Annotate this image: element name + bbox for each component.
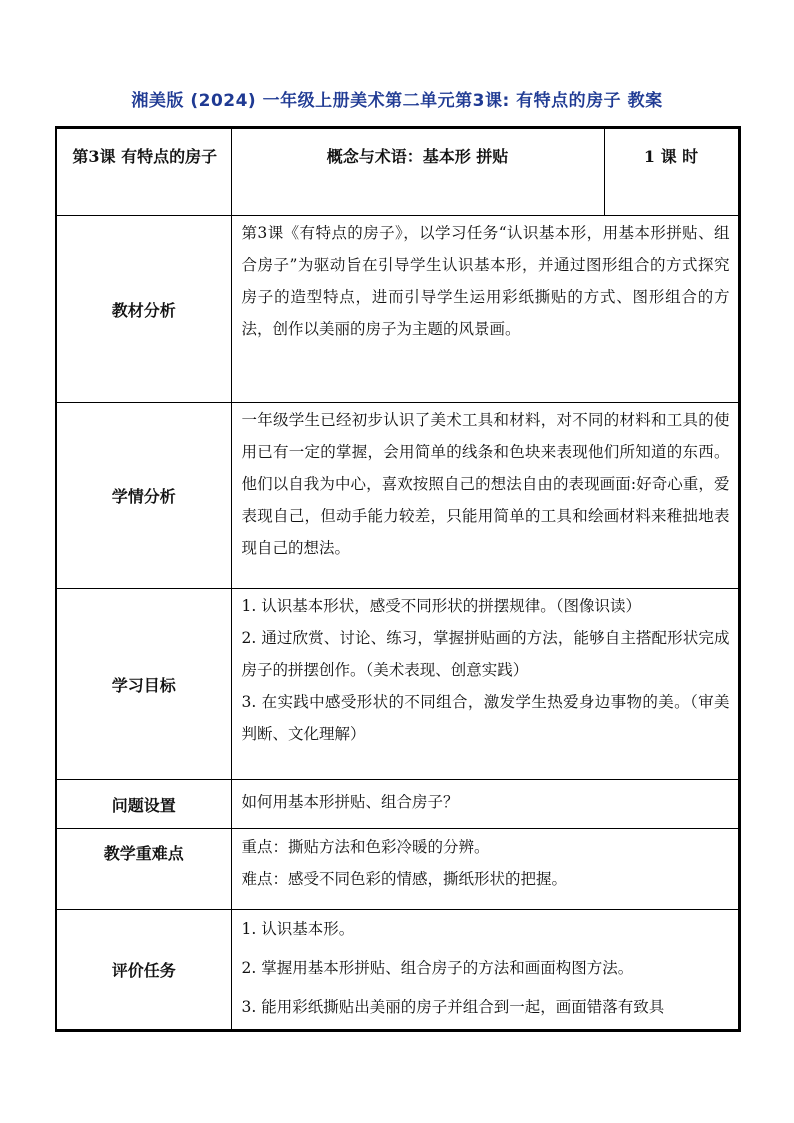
textbook-analysis-row — [56, 216, 739, 403]
student-analysis-text: 一年级学生已经初步认识了美术工具和材料，对不同的材料和工具的使用已有一定的掌握，会用简单的线条和色块来表现他们所知道的东西。他们以自我为中心，喜欢按照自己的想法自由的表现画面:好奇心重，爱表现自己，但动手能力较差，只能用简单的工具和绘画材料来稚拙地表现自己的想法。 — [241, 411, 730, 557]
key-point-item: 难点：感受不同色彩的情感，撕纸形状的把握。 — [241, 870, 568, 888]
key-points-label: 教学重难点 — [56, 829, 231, 910]
student-analysis-row — [56, 403, 739, 589]
key-point-item: 重点：撕贴方法和色彩冷暖的分辨。 — [241, 838, 490, 856]
key-points-row — [56, 829, 739, 910]
header-row — [56, 128, 739, 216]
learning-goal-item: 3. 在实践中感受形状的不同组合，激发学生热爱身边事物的美。（审美判断、文化理解） — [241, 693, 730, 743]
lesson-plan-table — [55, 126, 741, 1032]
textbook-analysis-label: 教材分析 — [56, 216, 231, 403]
evaluation-tasks-list — [232, 910, 738, 1027]
lesson-title-cell — [56, 128, 231, 216]
evaluation-task-item: 3. 能用彩纸撕贴出美丽的房子并组合到一起，画面错落有致具 — [241, 998, 665, 1016]
evaluation-task-item: 2. 掌握用基本形拼贴、组合房子的方法和画面构图方法。 — [241, 959, 634, 977]
document-title: 湘美版 (2024) 一年级上册美术第二单元第3课: 有特点的房子 教案 — [131, 91, 663, 111]
learning-goal-item: 2. 通过欣赏、讨论、练习，掌握拼贴画的方法，能够自主搭配形状完成房子的拼摆创作。（美术表现、创意实践） — [241, 629, 730, 679]
concepts-cell — [231, 128, 604, 216]
concepts-terms: 概念与术语：基本形 拼贴 — [326, 147, 509, 166]
evaluation-task-item: 1. 认识基本形。 — [241, 920, 355, 938]
evaluation-tasks-row — [56, 910, 739, 1031]
student-analysis-label: 学情分析 — [56, 403, 231, 589]
learning-goals-list — [232, 589, 738, 750]
learning-goals-label: 学习目标 — [56, 589, 231, 780]
textbook-analysis-text: 第3课《有特点的房子》，以学习任务“认识基本形，用基本形拼贴、组合房子”为驱动旨在引导学生认识基本形，并通过图形组合的方式探究房子的造型特点，进而引导学生运用彩纸撕贴的方式、图形组合的方法，创作以美丽的房子为主题的风景画。 — [241, 224, 730, 338]
learning-goals-row — [56, 589, 739, 780]
evaluation-tasks-label: 评价任务 — [56, 910, 231, 1031]
learning-goal-item: 1. 认识基本形状，感受不同形状的拼摆规律。（图像识读） — [241, 597, 641, 615]
question-setting-text: 如何用基本形拼贴、组合房子？ — [241, 793, 459, 811]
hours-cell — [604, 128, 739, 216]
class-hours: 1 课 时 — [643, 147, 699, 166]
question-setting-row — [56, 780, 739, 829]
question-setting-label: 问题设置 — [56, 780, 231, 829]
key-points-list — [232, 829, 738, 895]
lesson-title: 第3课 有特点的房子 — [72, 147, 218, 166]
